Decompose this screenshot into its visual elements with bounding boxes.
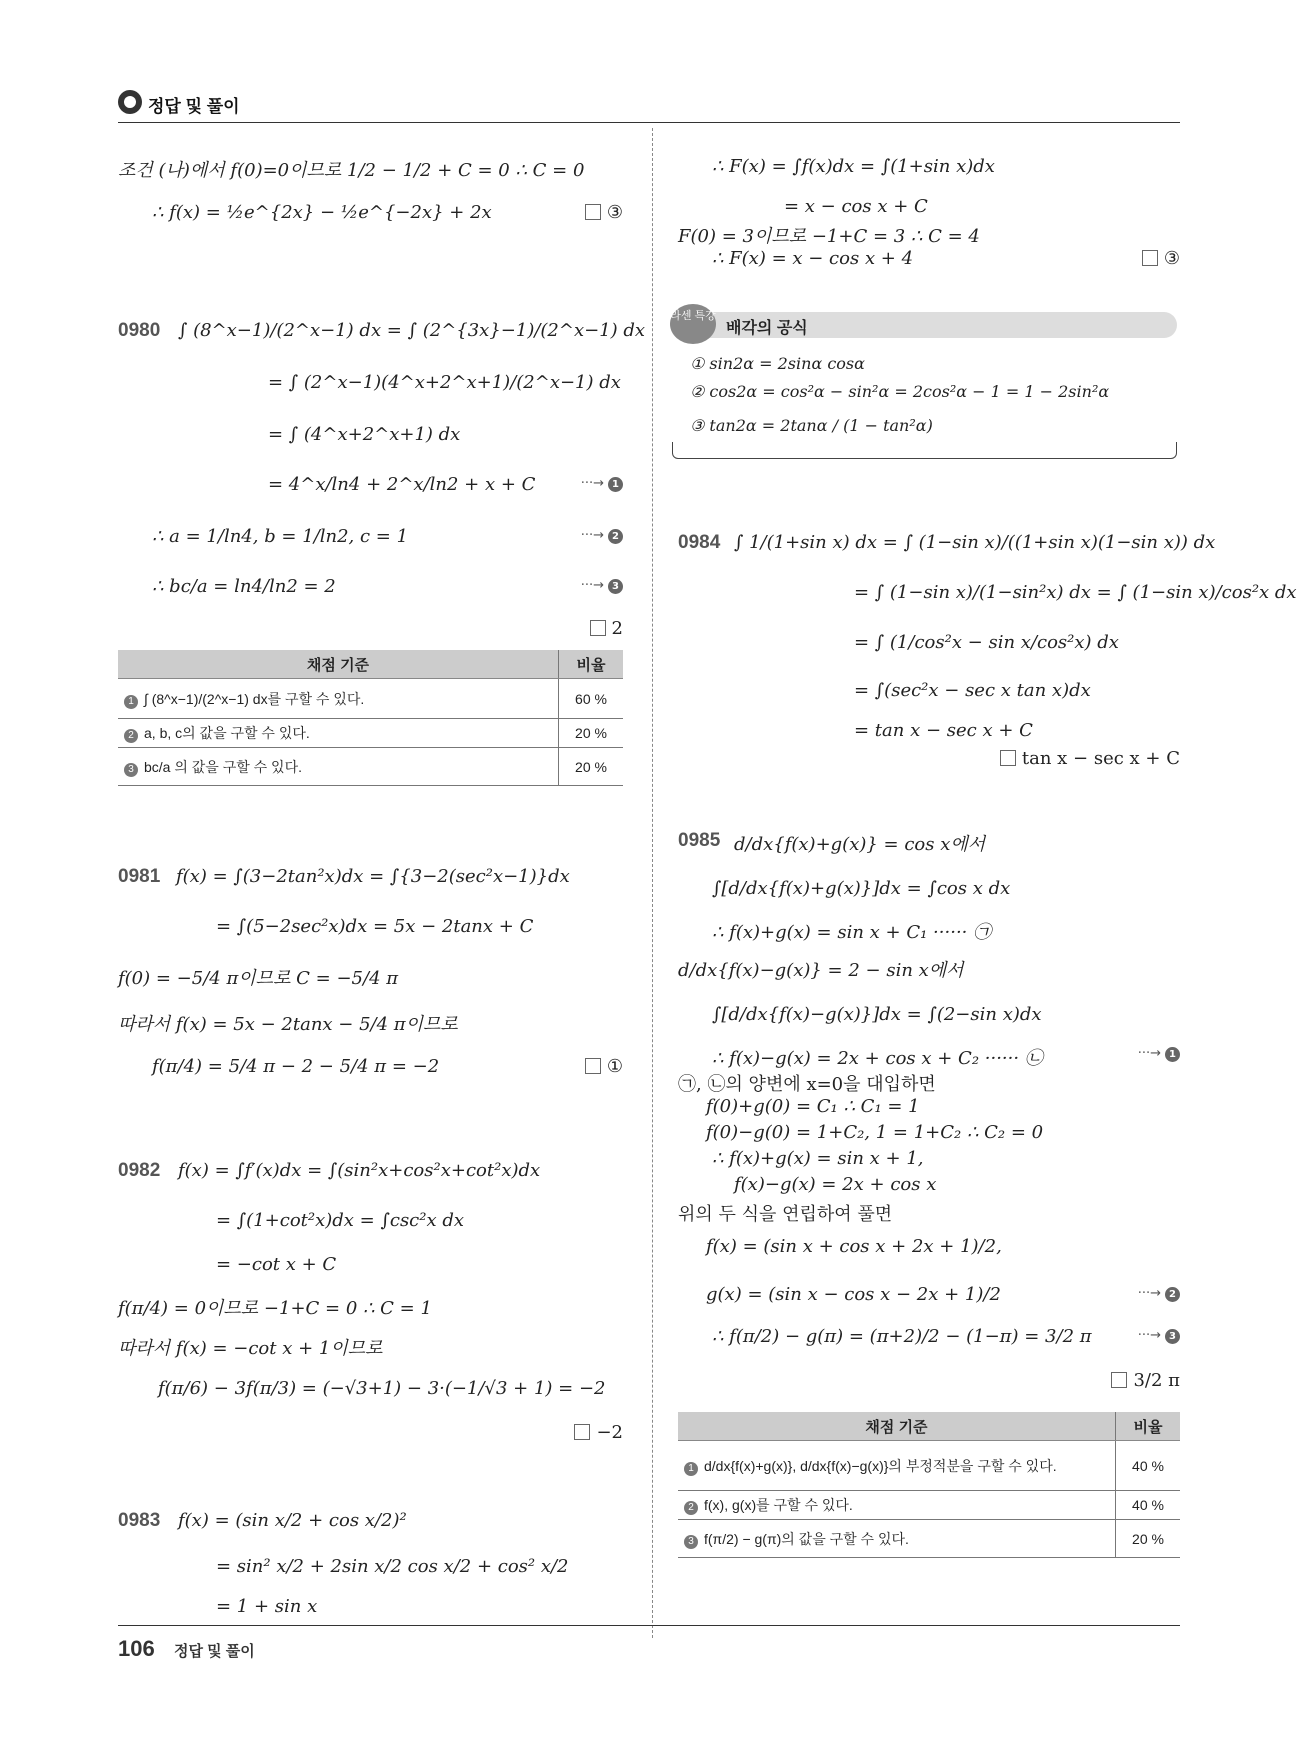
p0981-answer: ① <box>585 1056 623 1077</box>
p0982-line-3: = −cot x + C <box>216 1254 337 1275</box>
p0980-line-2: = ∫ (2^x−1)(4^x+2^x+1)/(2^x−1) dx <box>268 372 621 393</box>
problem-number-0985: 0985 <box>678 830 721 851</box>
p0982-line-5: 따라서 f(x) = −cot x + 1이므로 <box>118 1338 383 1359</box>
p0981-line-1: f(x) = ∫(3−2tan²x)dx = ∫{3−2(sec²x−1)}dx <box>176 866 570 887</box>
grading-table-0980 <box>118 650 623 786</box>
formula-box <box>672 312 1177 472</box>
p0983-line-2: = sin² x/2 + 2sin x/2 cos x/2 + cos² x/2 <box>216 1556 569 1577</box>
p0984-line-3: = ∫ (1/cos²x − sin x/cos²x) dx <box>854 632 1119 653</box>
problem-number-0982: 0982 <box>118 1160 161 1181</box>
p0983-line-3: = 1 + sin x <box>216 1596 318 1617</box>
criteria-text: bc/a 의 값을 구할 수 있다. <box>144 758 302 775</box>
step-marker-3: ···→ 3 <box>581 578 623 594</box>
p0981-line-5: f(π/4) = 5/4 π − 2 − 5/4 π = −2 <box>152 1056 440 1077</box>
cont-line-1: ∴ F(x) = ∫f(x)dx = ∫(1+sin x)dx <box>712 156 995 177</box>
table-row: 2 f(x), g(x)를 구할 수 있다. 40 % <box>678 1491 1180 1520</box>
table-header-ratio: 비율 <box>559 650 624 679</box>
lecture-badge: 라센 특강 <box>670 304 716 344</box>
problem-number-0981: 0981 <box>118 866 161 887</box>
step-marker-3: ···→ 3 <box>1138 1328 1180 1344</box>
step-marker-1: ···→ 1 <box>1138 1046 1180 1062</box>
answer-icon <box>1142 250 1158 266</box>
intro-answer: ③ <box>585 202 623 223</box>
cont-answer: ③ <box>1142 248 1180 269</box>
p0980-line-1: ∫ (8^x−1)/(2^x−1) dx = ∫ (2^{3x}−1)/(2^x−1) dx <box>178 320 646 341</box>
step-marker-2: ···→ 2 <box>581 528 623 544</box>
problem-number-0980: 0980 <box>118 320 161 341</box>
ratio-value: 20 % <box>559 748 624 786</box>
intro-line-1: 조건 (나)에서 f(0)=0이므로 1/2 − 1/2 + C = 0 ∴ C = 0 <box>118 160 585 181</box>
p0985-line-2: ∫[d/dx{f(x)+g(x)}]dx = ∫cos x dx <box>712 878 1011 899</box>
table-row: 1 d/dx{f(x)+g(x)}, d/dx{f(x)−g(x)}의 부정적분을 구할 수 있다. 40 % <box>678 1441 1180 1491</box>
p0984-line-2: = ∫ (1−sin x)/(1−sin²x) dx = ∫ (1−sin x)/cos²x dx <box>854 582 1297 603</box>
cont-line-2: = x − cos x + C <box>784 196 928 217</box>
formula-box-border <box>672 442 1177 459</box>
step-marker-1: ···→ 1 <box>581 476 623 492</box>
cont-line-4: ∴ F(x) = x − cos x + 4 <box>712 248 914 269</box>
problem-number-0984: 0984 <box>678 532 721 553</box>
formula-box-title: 배각의 공식 <box>726 320 808 337</box>
problem-number-0983: 0983 <box>118 1510 161 1531</box>
p0985-line-9: f(0)−g(0) = 1+C₂, 1 = 1+C₂ ∴ C₂ = 0 <box>706 1122 1044 1143</box>
footer-title: 정답 및 풀이 <box>174 1643 255 1660</box>
answer-icon <box>585 1058 601 1074</box>
p0982-line-2: = ∫(1+cot²x)dx = ∫csc²x dx <box>216 1210 465 1231</box>
ratio-value: 20 % <box>1116 1520 1181 1558</box>
p0982-answer: −2 <box>574 1422 623 1443</box>
formula-line-2: ② cos2α = cos²α − sin²α = 2cos²α − 1 = 1 − 2sin²α <box>690 382 1110 401</box>
p0985-line-4: d/dx{f(x)−g(x)} = 2 − sin x에서 <box>678 960 964 981</box>
p0980-line-3: = ∫ (4^x+2^x+1) dx <box>268 424 461 445</box>
p0980-answer: 2 <box>590 618 623 639</box>
intro-line-2: ∴ f(x) = ½e^{2x} − ½e^{−2x} + 2x <box>152 202 492 223</box>
ratio-value: 40 % <box>1116 1441 1181 1491</box>
p0985-line-14: g(x) = (sin x − cos x − 2x + 1)/2 <box>706 1284 1001 1305</box>
p0984-line-5: = tan x − sec x + C <box>854 720 1033 741</box>
p0980-line-5: ∴ a = 1/ln4, b = 1/ln2, c = 1 <box>152 526 409 547</box>
criteria-text: d/dx{f(x)+g(x)}, d/dx{f(x)−g(x)}의 부정적분을 구할 수 있다. <box>704 1457 1057 1474</box>
header-title: 정답 및 풀이 <box>148 97 240 116</box>
table-header-ratio: 비율 <box>1116 1412 1181 1441</box>
page-header <box>118 90 1180 123</box>
answer-icon <box>585 204 601 220</box>
answer-icon <box>1000 750 1016 766</box>
step-marker-2: ···→ 2 <box>1138 1286 1180 1302</box>
p0982-line-6: f(π/6) − 3f(π/3) = (−√3+1) − 3·(−1/√3 + 1) = −2 <box>158 1378 606 1399</box>
criteria-text: a, b, c의 값을 구할 수 있다. <box>144 725 310 741</box>
p0984-answer: tan x − sec x + C <box>1000 748 1180 769</box>
p0985-line-8: f(0)+g(0) = C₁ ∴ C₁ = 1 <box>706 1096 920 1117</box>
p0982-line-1: f(x) = ∫f′(x)dx = ∫(sin²x+cos²x+cot²x)dx <box>178 1160 541 1181</box>
p0985-line-11: f(x)−g(x) = 2x + cos x <box>734 1174 937 1195</box>
page-number: 106 <box>118 1636 155 1661</box>
answer-icon <box>574 1424 590 1440</box>
p0985-line-15: ∴ f(π/2) − g(π) = (π+2)/2 − (1−π) = 3/2 π <box>712 1326 1092 1347</box>
p0980-line-4: = 4^x/ln4 + 2^x/ln2 + x + C <box>268 474 536 495</box>
criteria-text: f(x), g(x)를 구할 수 있다. <box>704 1497 853 1513</box>
grading-table-0985 <box>678 1412 1180 1558</box>
ratio-value: 60 % <box>559 679 624 719</box>
p0985-line-7: ㉠, ㉡의 양변에 x=0을 대입하면 <box>678 1074 936 1095</box>
criteria-text: ∫ (8^x−1)/(2^x−1) dx를 구할 수 있다. <box>144 690 365 707</box>
p0985-line-10: ∴ f(x)+g(x) = sin x + 1, <box>712 1148 924 1169</box>
p0985-line-5: ∫[d/dx{f(x)−g(x)}]dx = ∫(2−sin x)dx <box>712 1004 1042 1025</box>
p0985-line-12: 위의 두 식을 연립하여 풀면 <box>678 1204 893 1225</box>
p0981-line-3: f(0) = −5/4 π이므로 C = −5/4 π <box>118 968 399 989</box>
p0984-line-1: ∫ 1/(1+sin x) dx = ∫ (1−sin x)/((1+sin x)(1−sin x)) dx <box>734 532 1216 553</box>
p0981-line-2: = ∫(5−2sec²x)dx = 5x − 2tanx + C <box>216 916 534 937</box>
criteria-text: f(π/2) − g(π)의 값을 구할 수 있다. <box>704 1530 909 1547</box>
answer-icon <box>1111 1372 1127 1388</box>
p0985-line-3: ∴ f(x)+g(x) = sin x + C₁ ······ ㉠ <box>712 922 992 943</box>
p0982-line-4: f(π/4) = 0이므로 −1+C = 0 ∴ C = 1 <box>118 1298 432 1319</box>
answer-icon <box>590 620 606 636</box>
table-row: 3 bc/a 의 값을 구할 수 있다. 20 % <box>118 748 623 786</box>
p0984-line-4: = ∫(sec²x − sec x tan x)dx <box>854 680 1091 701</box>
smiley-icon <box>118 90 142 114</box>
formula-line-1: ① sin2α = 2sinα cosα <box>690 354 865 373</box>
table-header-criteria: 채점 기준 <box>678 1412 1116 1441</box>
p0985-answer: 3/2 π <box>1111 1370 1180 1391</box>
column-divider <box>652 128 653 1638</box>
p0983-line-1: f(x) = (sin x/2 + cos x/2)² <box>178 1510 407 1531</box>
table-row: 1 ∫ (8^x−1)/(2^x−1) dx를 구할 수 있다. 60 % <box>118 679 623 719</box>
table-row: 2 a, b, c의 값을 구할 수 있다. 20 % <box>118 719 623 748</box>
p0985-line-1: d/dx{f(x)+g(x)} = cos x에서 <box>734 834 986 855</box>
p0980-line-6: ∴ bc/a = ln4/ln2 = 2 <box>152 576 336 597</box>
table-row: 3 f(π/2) − g(π)의 값을 구할 수 있다. 20 % <box>678 1520 1180 1558</box>
table-header-criteria: 채점 기준 <box>118 650 559 679</box>
ratio-value: 40 % <box>1116 1491 1181 1520</box>
p0981-line-4: 따라서 f(x) = 5x − 2tanx − 5/4 π이므로 <box>118 1014 458 1035</box>
ratio-value: 20 % <box>559 719 624 748</box>
cont-line-3: F(0) = 3이므로 −1+C = 3 ∴ C = 4 <box>678 226 980 247</box>
page-footer <box>118 1625 1180 1661</box>
p0985-line-13: f(x) = (sin x + cos x + 2x + 1)/2, <box>706 1236 1002 1257</box>
p0985-line-6: ∴ f(x)−g(x) = 2x + cos x + C₂ ······ ㉡ <box>712 1048 1043 1069</box>
formula-line-3: ③ tan2α = 2tanα / (1 − tan²α) <box>690 416 933 435</box>
